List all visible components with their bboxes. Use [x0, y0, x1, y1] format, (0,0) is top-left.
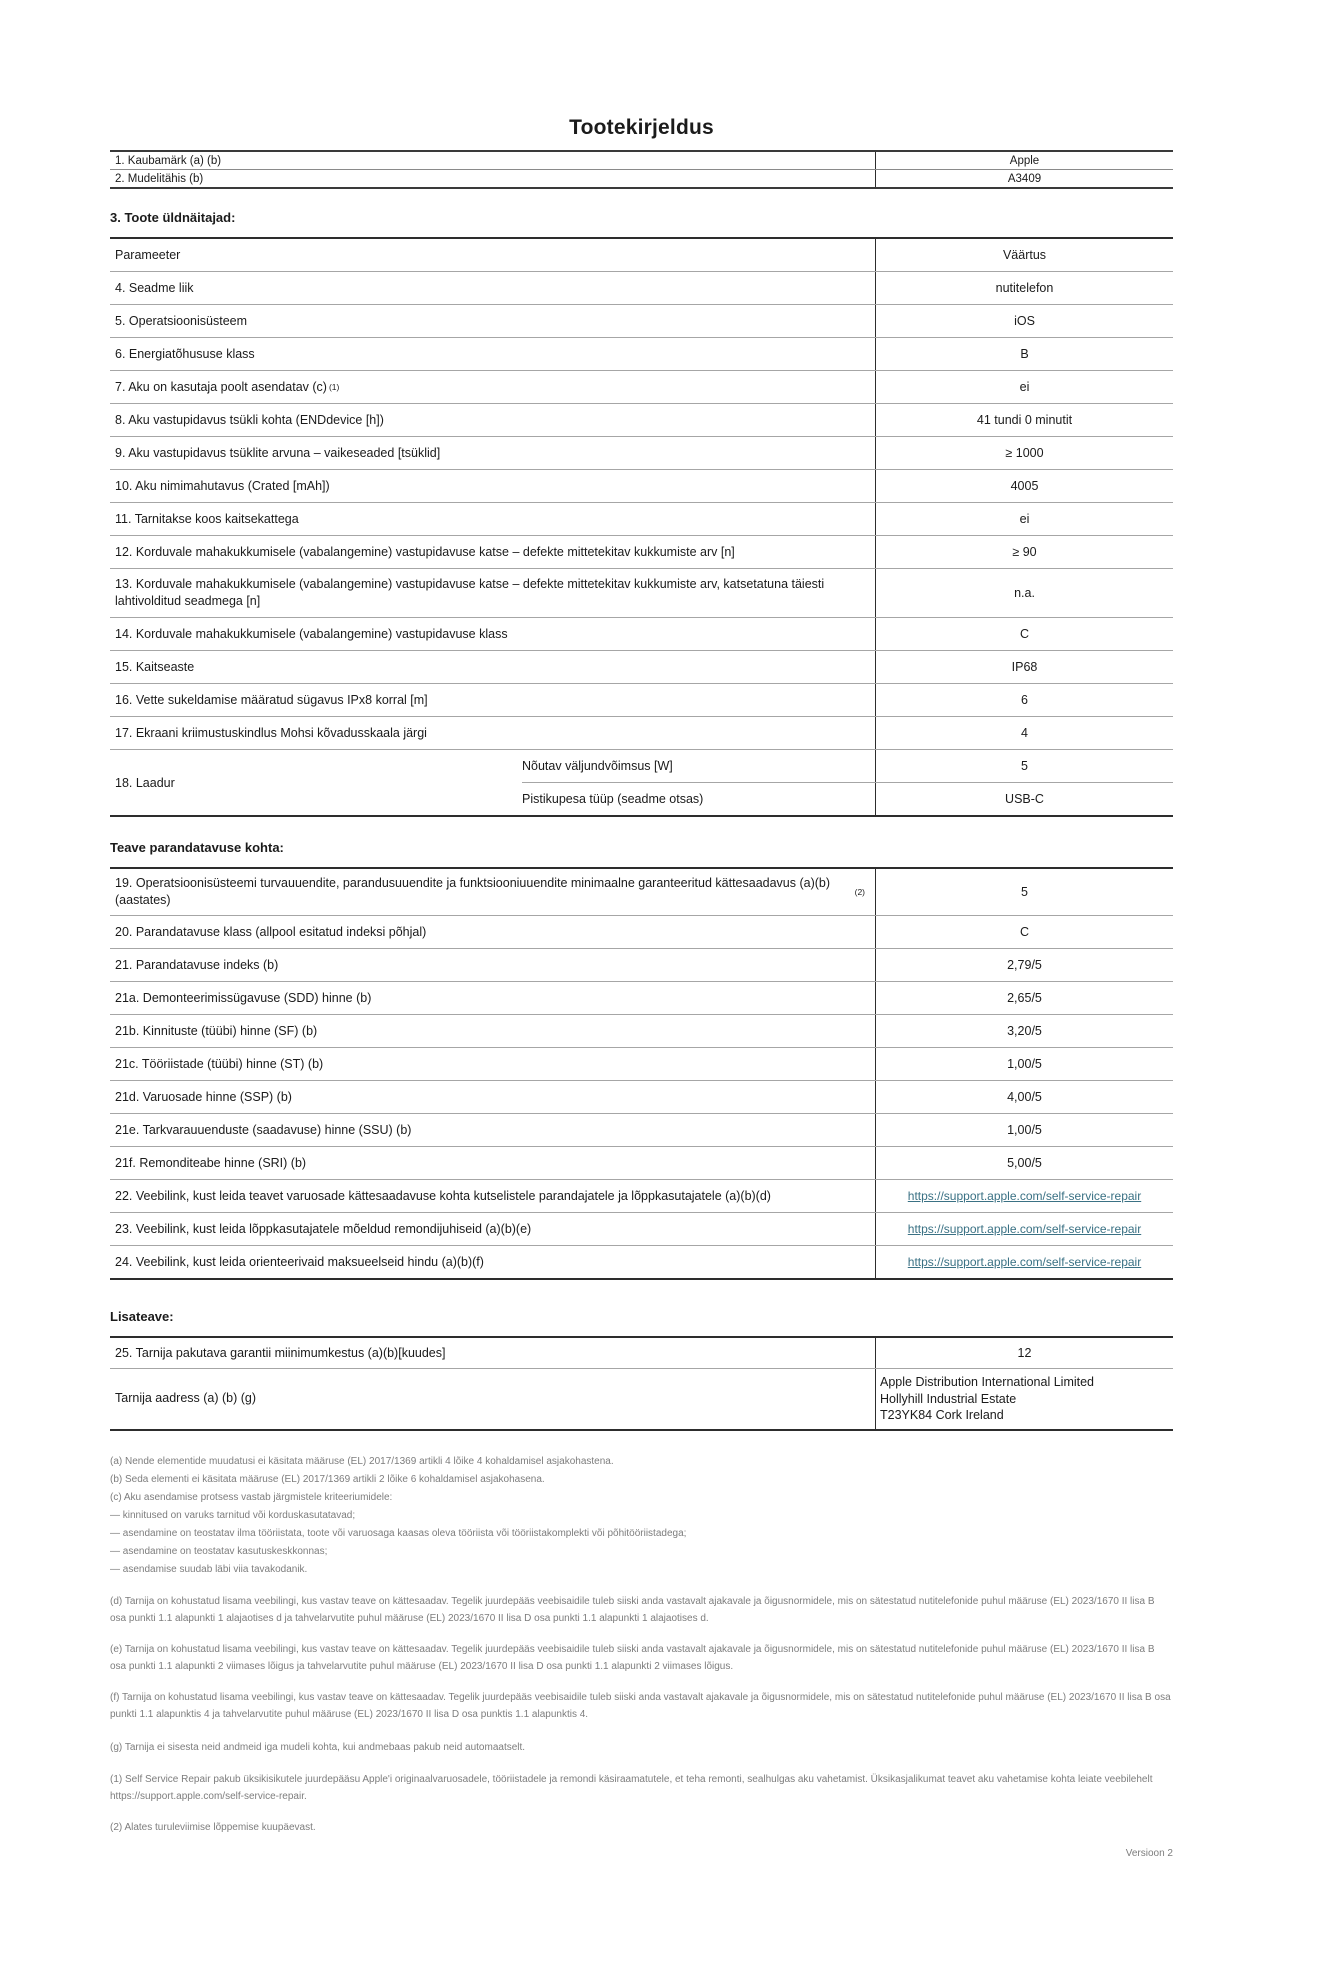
row-label [110, 982, 875, 1014]
charger-subrows [522, 750, 1173, 815]
row-value [875, 1369, 1173, 1429]
row-value-text: ei [1019, 379, 1030, 394]
table-row [110, 436, 1173, 469]
table-row [110, 617, 1173, 650]
row-label [110, 1147, 875, 1179]
section-heading-repairability: Teave parandatavuse kohta: [110, 840, 284, 855]
footnote: — asendamine on teostatav ilma tööriistata, toote või varuosaga kaasas oleva tööriista või tööriistakomplekti või põhitööriistadega; [110, 1527, 687, 1539]
table-row [110, 502, 1173, 535]
row-label-text: 14. Korduvale mahakukkumisele (vabalangemine) vastupidavuse klass [115, 626, 508, 641]
row-label [110, 305, 875, 337]
row-value [875, 982, 1173, 1014]
row-label [110, 371, 875, 403]
charger-sublabel-text: Pistikupesa tüüp (seadme otsas) [522, 792, 704, 806]
table-row [110, 568, 1173, 617]
table-row [110, 1080, 1173, 1113]
row-value [875, 272, 1173, 304]
row-value-text: iOS [1014, 313, 1035, 328]
row-value [875, 750, 1173, 782]
row-label-text: 19. Operatsioonisüsteemi turvauuendite, parandusuuendite ja funktsiooniuuendite minimaalne garanteeritud kättesaadavus (a)(b)(aastates) [115, 876, 831, 907]
row-value [875, 1213, 1173, 1245]
row-label-text: 11. Tarnitakse koos kaitsekattega [115, 511, 299, 526]
column-header-value: Väärtus [875, 239, 1173, 271]
row-label [110, 1369, 875, 1429]
row-value-text: 4,00/5 [1007, 1089, 1042, 1104]
row-value-text: C [1019, 626, 1030, 641]
table-row [110, 1212, 1173, 1245]
row-label-text: Tarnija aadress (a) (b) (g) [115, 1391, 257, 1406]
footnotes-block [110, 1453, 1173, 1836]
row-label-text: 21d. Varuosade hinne (SSP) (b) [115, 1089, 292, 1104]
additional-info-table [110, 1336, 1173, 1431]
row-value-text: 2,79/5 [1007, 957, 1042, 972]
row-value [875, 371, 1173, 403]
row-value-text: nutitelefon [995, 280, 1054, 295]
row-value-text: 1,00/5 [1007, 1122, 1042, 1137]
footnote: (f) Tarnija on kohustatud lisama veebilingi, kus vastav teave on kättesaadav. Tegelik juurdepääs veebisaidile tuleb siiski anda vastavalt ajakavale ja õigusnormidele, mis on sätestatud nutitelefonide puhul määruse (EL) 2023/1670 II lisa B osa punkti 1.1 alapunktis 4 ja tahvelarvutite puhul määruse (EL) 2023/1670 II lisa D osa punktis 1.1 alapunktis 4. [110, 1691, 1171, 1720]
table-row [110, 1179, 1173, 1212]
row-label [110, 1213, 875, 1245]
table-row [110, 370, 1173, 403]
row-label-text: 8. Aku vastupidavus tsükli kohta (ENDdevice [h]) [115, 412, 384, 427]
row-value-text: IP68 [1011, 659, 1038, 674]
table-row [110, 948, 1173, 981]
row-label-superscript: (2) [854, 886, 865, 897]
product-fiche-document [110, 0, 1173, 1969]
row-label-text: 1. Kaubamärk (a) (b) [115, 154, 222, 167]
row-value [875, 338, 1173, 370]
table-row [110, 1245, 1173, 1278]
footnote: — asendamine on teostatav kasutuskeskkonnas; [110, 1545, 328, 1557]
row-value-text: n.a. [1014, 585, 1035, 600]
row-label [110, 503, 875, 535]
row-label [110, 717, 875, 749]
row-label-text: 20. Parandatavuse klass (allpool esitatud indeksi põhjal) [115, 924, 427, 939]
row-value-text: 3,20/5 [1007, 1023, 1042, 1038]
footnote: (d) Tarnija on kohustatud lisama veebilingi, kus vastav teave on kättesaadav. Tegelik juurdepääs veebisaidile tuleb siiski anda vastavalt ajakavale ja õigusnormidele, mis on sätestatud nutitelefonide puhul määruse (EL) 2023/1670 II lisa B osa punkti 1.1 alapunkti 1 alajaotises d ja tahvelarvutite puhul määruse (EL) 2023/1670 II lisa D osa punkti 1.1 alapunkti 1 alajaotises d. [110, 1595, 1155, 1624]
row-label-text: 17. Ekraani kriimustuskindlus Mohsi kõvadusskaala järgi [115, 725, 427, 740]
table-row [110, 535, 1173, 568]
row-value [875, 569, 1173, 617]
footnote: (2) Alates turuleviimise lõppemise kuupäevast. [110, 1821, 316, 1833]
table-header-row [110, 239, 1173, 271]
row-value [875, 1338, 1173, 1368]
footnote: (g) Tarnija ei sisesta neid andmeid iga mudeli kohta, kui andmebaas pakub neid automaatselt. [110, 1741, 526, 1753]
row-label-text: 21e. Tarkvarauuenduste (saadavuse) hinne (SSU) (b) [115, 1122, 412, 1137]
row-value [875, 1180, 1173, 1212]
row-label [110, 1048, 875, 1080]
row-value [875, 1147, 1173, 1179]
row-label [110, 569, 875, 617]
row-label [110, 152, 875, 169]
row-value [875, 651, 1173, 683]
repairability-table [110, 867, 1173, 1280]
charger-subrow [522, 750, 1173, 782]
row-label [110, 949, 875, 981]
row-value [875, 305, 1173, 337]
row-value-text: C [1019, 924, 1030, 939]
row-value-text: 5,00/5 [1007, 1155, 1042, 1170]
section-heading-general: 3. Toote üldnäitajad: [110, 210, 236, 225]
table-row [110, 169, 1173, 187]
row-value-text: ≥ 1000 [1005, 445, 1044, 460]
row-label [110, 1015, 875, 1047]
table-row [110, 337, 1173, 370]
row-label [110, 404, 875, 436]
row-value [875, 1048, 1173, 1080]
footnote: (b) Seda elementi ei käsitata määruse (EL) 2017/1369 artikli 2 lõike 6 kohaldamisel asjakohasena. [110, 1473, 545, 1485]
row-label [110, 1180, 875, 1212]
charger-subrow [522, 782, 1173, 815]
row-label-text: 10. Aku nimimahutavus (Crated [mAh]) [115, 478, 330, 493]
row-label-text: 15. Kaitseaste [115, 659, 195, 674]
row-label [110, 536, 875, 568]
row-label [110, 338, 875, 370]
footnote: (c) Aku asendamise protsess vastab järgmistele kriteeriumidele: [110, 1491, 393, 1503]
row-label [110, 170, 875, 187]
row-value-text: 12 [1017, 1345, 1032, 1360]
row-label-text: 6. Energiatõhususe klass [115, 346, 255, 361]
value-link[interactable]: https://support.apple.com/self-service-repair [907, 1221, 1142, 1236]
charger-sublabel [522, 750, 875, 782]
row-label-text: 21. Parandatavuse indeks (b) [115, 957, 279, 972]
row-label [110, 916, 875, 948]
row-label-text: 4. Seadme liik [115, 280, 194, 295]
footnote: (a) Nende elementide muudatusi ei käsitata määruse (EL) 2017/1369 artikli 4 lõike 4 kohaldamisel asjakohastena. [110, 1455, 614, 1467]
footnote: — kinnitused on varuks tarnitud või korduskasutatavad; [110, 1509, 356, 1521]
address-line: Apple Distribution International Limited [880, 1375, 1095, 1389]
row-label-text: 5. Operatsioonisüsteem [115, 313, 248, 328]
row-value-text: 41 tundi 0 minutit [976, 412, 1073, 427]
row-label-text: 25. Tarnija pakutava garantii miinimumkestus (a)(b)[kuudes] [115, 1345, 446, 1360]
row-label-text: 12. Korduvale mahakukkumisele (vabalangemine) vastupidavuse katse – defekte mittetekitav kukkumiste arv [n] [115, 544, 735, 559]
general-characteristics-table [110, 237, 1173, 817]
row-value-text: 2,65/5 [1007, 990, 1042, 1005]
row-label-text: 24. Veebilink, kust leida orienteerivaid maksueelseid hindu (a)(b)(f) [115, 1254, 484, 1269]
row-label-text: 13. Korduvale mahakukkumisele (vabalangemine) vastupidavuse katse – defekte mittetekitav kukkumiste arv, katsetatuna täiesti lahtivolditud seadmega [n] [115, 577, 825, 608]
table-row [110, 650, 1173, 683]
row-value [875, 916, 1173, 948]
row-value [875, 1114, 1173, 1146]
row-value [875, 404, 1173, 436]
table-row [110, 981, 1173, 1014]
row-label [110, 1246, 875, 1278]
row-value [875, 869, 1173, 915]
row-label-superscript: (1) [328, 381, 340, 392]
row-label [110, 437, 875, 469]
row-value-text: Apple [1009, 154, 1040, 167]
row-value [875, 1081, 1173, 1113]
charger-row [110, 749, 1173, 815]
address-line: T23YK84 Cork Ireland [880, 1408, 1004, 1422]
column-header-parameter: Parameeter [115, 247, 181, 262]
table-row [110, 915, 1173, 948]
row-label [110, 1338, 875, 1368]
table-row [110, 1338, 1173, 1368]
row-value-text: A3409 [1007, 172, 1042, 185]
row-value [875, 1246, 1173, 1278]
row-label-text: 18. Laadur [115, 775, 175, 790]
table-row [110, 152, 1173, 169]
row-value-text: 5 [1021, 884, 1028, 899]
row-label-text: 2. Mudelitähis (b) [115, 172, 204, 185]
table-row [110, 1014, 1173, 1047]
address-line: Hollyhill Industrial Estate [880, 1391, 1017, 1406]
row-label-text: 16. Vette sukeldamise määratud sügavus IPx8 korral [m] [115, 692, 428, 707]
row-value-text: 1,00/5 [1007, 1056, 1042, 1071]
row-label-text: 21b. Kinnituste (tüübi) hinne (SF) (b) [115, 1023, 318, 1038]
table-row [110, 1146, 1173, 1179]
row-label [110, 869, 875, 915]
footnote: — asendamise suudab läbi viia tavakodanik. [110, 1563, 308, 1575]
row-label [110, 618, 875, 650]
charger-sublabel [522, 783, 875, 815]
row-value-text: 4005 [1010, 478, 1039, 493]
row-value-text: 6 [1021, 692, 1028, 707]
table-row [110, 403, 1173, 436]
row-value [875, 437, 1173, 469]
row-value-text: ei [1019, 511, 1030, 526]
row-label [110, 750, 522, 815]
row-label [110, 684, 875, 716]
table-row [110, 683, 1173, 716]
row-value [875, 1015, 1173, 1047]
charger-sublabel-text: Nõutav väljundvõimsus [W] [522, 759, 673, 773]
row-label [110, 272, 875, 304]
row-label-text: 23. Veebilink, kust leida lõppkasutajatele mõeldud remondijuhiseid (a)(b)(e) [115, 1221, 532, 1236]
row-value-text: 4 [1021, 725, 1028, 740]
table-row [110, 1368, 1173, 1429]
version-label: Versioon 2 [1125, 1847, 1173, 1859]
table-row [110, 1113, 1173, 1146]
page-title: Tootekirjeldus [569, 116, 714, 139]
row-label-text: 9. Aku vastupidavus tsüklite arvuna – vaikeseaded [tsüklid] [115, 445, 441, 460]
row-value [875, 949, 1173, 981]
row-label [110, 470, 875, 502]
row-value-text: 5 [1021, 758, 1028, 773]
table-row [110, 304, 1173, 337]
row-value [875, 684, 1173, 716]
row-value [875, 717, 1173, 749]
footnote: (e) Tarnija on kohustatud lisama veebilingi, kus vastav teave on kättesaadav. Tegelik juurdepääs veebisaidile tuleb siiski anda vastavalt ajakavale ja õigusnormidele, mis on sätestatud nutitelefonide puhul määruse (EL) 2023/1670 II lisa B osa punkti 1.1 alapunkti 2 viimases lõigus ja tahvelarvutite puhul määruse (EL) 2023/1670 II lisa D osa punkti 1.1 alapunkti 2 viimases lõigus. [110, 1643, 1155, 1672]
row-label-text: 22. Veebilink, kust leida teavet varuosade kättesaadavuse kohta kutselistele parandajatele ja lõppkasutajatele (a)(b)(d) [115, 1188, 771, 1203]
row-label-text: 21a. Demonteerimissügavuse (SDD) hinne (b) [115, 990, 372, 1005]
row-value [875, 470, 1173, 502]
row-label-text: 21c. Tööriistade (tüübi) hinne (ST) (b) [115, 1056, 324, 1071]
value-link[interactable]: https://support.apple.com/self-service-repair [907, 1254, 1142, 1269]
row-value [875, 170, 1173, 187]
row-value [875, 783, 1173, 815]
row-label [110, 1081, 875, 1113]
table-row [110, 1047, 1173, 1080]
row-value-text: B [1020, 346, 1029, 361]
table-row [110, 716, 1173, 749]
row-label [110, 1114, 875, 1146]
row-label-text: 21f. Remonditeabe hinne (SRI) (b) [115, 1155, 307, 1170]
table-row [110, 469, 1173, 502]
row-value [875, 618, 1173, 650]
product-id-table [110, 150, 1173, 189]
section-heading-additional: Lisateave: [110, 1309, 174, 1324]
row-value [875, 152, 1173, 169]
row-label [110, 651, 875, 683]
row-value [875, 536, 1173, 568]
table-row [110, 869, 1173, 915]
row-value-text: USB-C [1005, 791, 1044, 806]
row-value-text: ≥ 90 [1012, 544, 1037, 559]
row-label-text: 7. Aku on kasutaja poolt asendatav (c) [115, 379, 327, 394]
footnote: (1) Self Service Repair pakub üksikisikutele juurdepääsu Apple'i originaalvaruosadele, tööriistadele ja remondi käsiraamatutele, et teha remonti, sealhulgas aku vahetamist. Üksikasjalikumat teavet aku vahetamise kohta leiate veebilehelt https://support.apple.com/self-service-repair. [110, 1773, 1153, 1802]
value-link[interactable]: https://support.apple.com/self-service-repair [907, 1188, 1142, 1203]
table-row [110, 271, 1173, 304]
row-value [875, 503, 1173, 535]
